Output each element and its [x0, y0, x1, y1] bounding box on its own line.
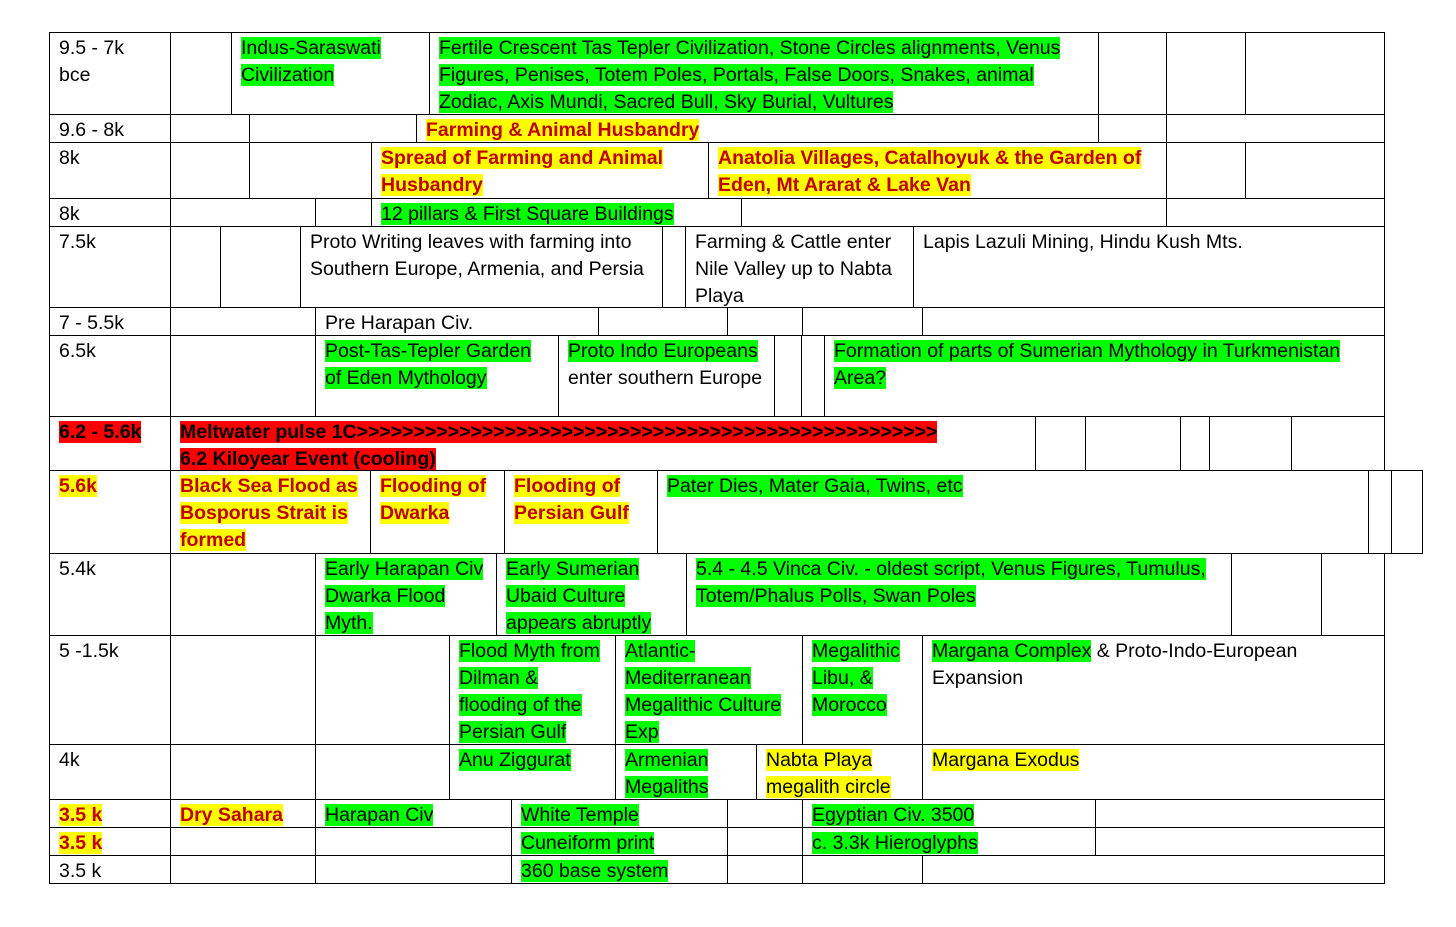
- row-label-cell: [49, 198, 171, 227]
- timeline-cell: [315, 827, 512, 856]
- timeline-cell: [1035, 416, 1086, 471]
- timeline-cell: [801, 335, 825, 417]
- row-label: 8k: [59, 203, 80, 225]
- row-label: 5.6k: [59, 475, 97, 497]
- event-text: Pre Harapan Civ.: [325, 312, 474, 334]
- event-text: & Proto-Indo-European Expansion: [932, 640, 1298, 689]
- timeline-cell: [371, 198, 742, 227]
- event-text: 6.2 Kiloyear Event (cooling): [180, 448, 436, 470]
- row-label: 3.5 k: [59, 804, 103, 826]
- row-label: 9.5 - 7k bce: [59, 37, 125, 86]
- event-text: Harapan Civ: [325, 804, 434, 826]
- timeline-cell: [727, 307, 803, 336]
- event-text: Atlantic-Mediterranean Megalithic Culture Exp: [625, 640, 782, 743]
- row-label: 8k: [59, 147, 80, 169]
- timeline-cell: [371, 142, 709, 199]
- timeline-cell: [496, 553, 687, 636]
- event-text: 12 pillars & First Square Buildings: [381, 203, 674, 225]
- event-text: Pater Dies, Mater Gaia, Twins, etc: [667, 475, 963, 497]
- event-text: Margana Complex: [932, 640, 1092, 662]
- timeline-cell: [170, 198, 316, 227]
- timeline-cell: [741, 198, 1167, 227]
- row-label-cell: [49, 553, 171, 636]
- timeline-cell: [170, 416, 1036, 471]
- row-label-cell: [49, 142, 171, 199]
- row-label-cell: [49, 335, 171, 417]
- event-text: Formation of parts of Sumerian Mythology in Turkmenistan Area?: [834, 340, 1341, 389]
- event-text: White Temple: [521, 804, 639, 826]
- timeline-cell: [1166, 142, 1246, 199]
- event-text: enter southern Europe: [568, 367, 763, 389]
- timeline-cell: [922, 635, 1385, 745]
- timeline-cell: [511, 855, 728, 884]
- timeline-cell: [615, 635, 803, 745]
- row-label-cell: [49, 635, 171, 745]
- timeline-cell: [170, 470, 371, 554]
- timeline-cell: [416, 114, 1099, 143]
- event-text: Armenian Megaliths: [625, 749, 709, 798]
- timeline-cell: [504, 470, 658, 554]
- timeline-cell: [1245, 32, 1385, 115]
- timeline-cell: [170, 335, 316, 417]
- row-label: 6.5k: [59, 340, 96, 362]
- row-label-cell: [49, 32, 171, 115]
- event-text: Fertile Crescent Tas Tepler Civilization, Stone Circles alignments, Venus Figures, Penises, Totem Poles, Portals, False Doors, Snakes, animal Zodiac, Axis Mundi, Sacred Bull, Sky Burial, Vultures: [439, 37, 1061, 113]
- event-text: Post-Tas-Tepler Garden of Eden Mythology: [325, 340, 531, 389]
- event-text: Early Harapan Civ Dwarka Flood Myth.: [325, 558, 484, 634]
- event-text: Meltwater pulse 1C>>>>>>>>>>>>>>>>>>>>>>>>>>>>>>>>>>>>>>>>>>>>>>>>>>>: [180, 421, 938, 443]
- row-label-cell: [49, 855, 171, 884]
- timeline-cell: [1098, 32, 1167, 115]
- event-text: Egyptian Civ. 3500: [812, 804, 975, 826]
- timeline-cell: [657, 470, 1369, 554]
- timeline-cell: [249, 114, 417, 143]
- timeline-cell: [1209, 416, 1292, 471]
- row-label: 3.5 k: [59, 860, 102, 882]
- timeline-cell: [558, 335, 775, 417]
- row-label-cell: [49, 114, 171, 143]
- row-label: 7 - 5.5k: [59, 312, 125, 334]
- timeline-cell: [1095, 827, 1385, 856]
- timeline-cell: [774, 335, 802, 417]
- event-text: 360 base system: [521, 860, 669, 882]
- event-text: Margana Exodus: [932, 749, 1080, 771]
- row-label-cell: [49, 416, 171, 471]
- timeline-cell: [1321, 553, 1385, 636]
- row-label-cell: [49, 799, 171, 828]
- row-label: 6.2 - 5.6k: [59, 421, 142, 443]
- timeline-cell: [449, 635, 616, 745]
- event-text: Megalithic Libu, & Morocco: [812, 640, 900, 716]
- event-text: Lapis Lazuli Mining, Hindu Kush Mts.: [923, 231, 1243, 253]
- event-text: c. 3.3k Hieroglyphs: [812, 832, 978, 854]
- event-text: Cuneiform print: [521, 832, 655, 854]
- event-text: Anatolia Villages, Catalhoyuk & the Garden of Eden, Mt Ararat & Lake Van: [718, 147, 1142, 196]
- timeline-cell: [170, 744, 316, 800]
- timeline-cell: [170, 142, 250, 199]
- timeline-cell: [1231, 553, 1322, 636]
- timeline-cell: [662, 226, 686, 308]
- event-text: Nabta Playa megalith circle: [766, 749, 891, 798]
- timeline-cell: [1166, 198, 1385, 227]
- event-text: Anu Ziggurat: [459, 749, 571, 771]
- timeline-cell: [315, 799, 512, 828]
- event-text: Flooding of Dwarka: [380, 475, 487, 524]
- timeline-cell: [802, 855, 923, 884]
- event-text: Black Sea Flood as Bosporus Strait is formed: [180, 475, 358, 551]
- timeline-cell: [922, 307, 1385, 336]
- timeline-cell: [802, 635, 923, 745]
- timeline-cell: [170, 799, 316, 828]
- timeline-cell: [315, 744, 450, 800]
- timeline-cell: [1391, 470, 1423, 554]
- row-label: 4k: [59, 749, 80, 771]
- event-text: Flooding of Persian Gulf: [514, 475, 629, 524]
- row-label: 9.6 - 8k: [59, 119, 125, 141]
- timeline-cell: [170, 32, 232, 115]
- timeline-cell: [370, 470, 505, 554]
- timeline-cell: [598, 307, 728, 336]
- row-label: 3.5 k: [59, 832, 103, 854]
- timeline-cell: [922, 855, 1385, 884]
- row-label: 5 -1.5k: [59, 640, 119, 662]
- timeline-cell: [727, 827, 803, 856]
- event-text: Proto Indo Europeans: [568, 340, 758, 362]
- event-text: Spread of Farming and Animal Husbandry: [381, 147, 664, 196]
- row-label-cell: [49, 226, 171, 308]
- timeline-cell: [170, 635, 316, 745]
- timeline-cell: [802, 799, 1096, 828]
- row-label-cell: [49, 827, 171, 856]
- timeline-cell: [802, 827, 1096, 856]
- timeline-cell: [1291, 416, 1385, 471]
- event-text: Proto Writing leaves with farming into Southern Europe, Armenia, and Persia: [310, 231, 644, 280]
- timeline-cell: [170, 855, 316, 884]
- timeline-cell: [615, 744, 757, 800]
- timeline-cell: [170, 114, 250, 143]
- timeline-cell: [727, 799, 803, 828]
- timeline-cell: [249, 142, 372, 199]
- timeline-cell: [429, 32, 1099, 115]
- timeline-cell: [708, 142, 1167, 199]
- timeline-cell: [315, 335, 559, 417]
- timeline-cell: [220, 226, 301, 308]
- timeline-cell: [1085, 416, 1181, 471]
- timeline-cell: [1368, 470, 1392, 554]
- timeline-cell: [1245, 142, 1385, 199]
- timeline-cell: [727, 855, 803, 884]
- event-text: 5.4 - 4.5 Vinca Civ. - oldest script, Venus Figures, Tumulus, Totem/Phalus Polls, Swan Poles: [696, 558, 1206, 607]
- event-text: Farming & Animal Husbandry: [426, 119, 700, 141]
- row-label-cell: [49, 307, 171, 336]
- row-label-cell: [49, 470, 171, 554]
- timeline-cell: [685, 226, 914, 308]
- event-text: Farming & Cattle enter Nile Valley up to Nabta Playa: [695, 231, 892, 307]
- timeline-cell: [315, 307, 599, 336]
- timeline-cell: [170, 226, 221, 308]
- timeline-cell: [1098, 114, 1167, 143]
- timeline-cell: [756, 744, 923, 800]
- timeline-cell: [315, 198, 372, 227]
- timeline-cell: [315, 855, 512, 884]
- timeline-cell: [449, 744, 616, 800]
- event-text: Early Sumerian Ubaid Culture appears abruptly: [506, 558, 652, 634]
- timeline-cell: [913, 226, 1385, 308]
- row-label-cell: [49, 744, 171, 800]
- event-text: Flood Myth from Dilman & flooding of the Persian Gulf: [459, 640, 600, 743]
- row-label: 5.4k: [59, 558, 96, 580]
- row-label: 7.5k: [59, 231, 96, 253]
- event-text: Indus-Saraswati Civilization: [241, 37, 381, 86]
- timeline-cell: [300, 226, 663, 308]
- timeline-cell: [170, 307, 316, 336]
- timeline-cell: [1095, 799, 1385, 828]
- timeline-cell: [170, 553, 316, 636]
- timeline-cell: [802, 307, 923, 336]
- timeline-cell: [315, 553, 497, 636]
- timeline-cell: [922, 744, 1385, 800]
- timeline-cell: [1166, 114, 1385, 143]
- timeline-cell: [1166, 32, 1246, 115]
- timeline-cell: [511, 799, 728, 828]
- timeline-cell: [511, 827, 728, 856]
- timeline-cell: [315, 635, 450, 745]
- timeline-cell: [231, 32, 430, 115]
- timeline-cell: [824, 335, 1385, 417]
- timeline-cell: [686, 553, 1232, 636]
- timeline-cell: [170, 827, 316, 856]
- timeline-cell: [1180, 416, 1210, 471]
- event-text: Dry Sahara: [180, 804, 283, 826]
